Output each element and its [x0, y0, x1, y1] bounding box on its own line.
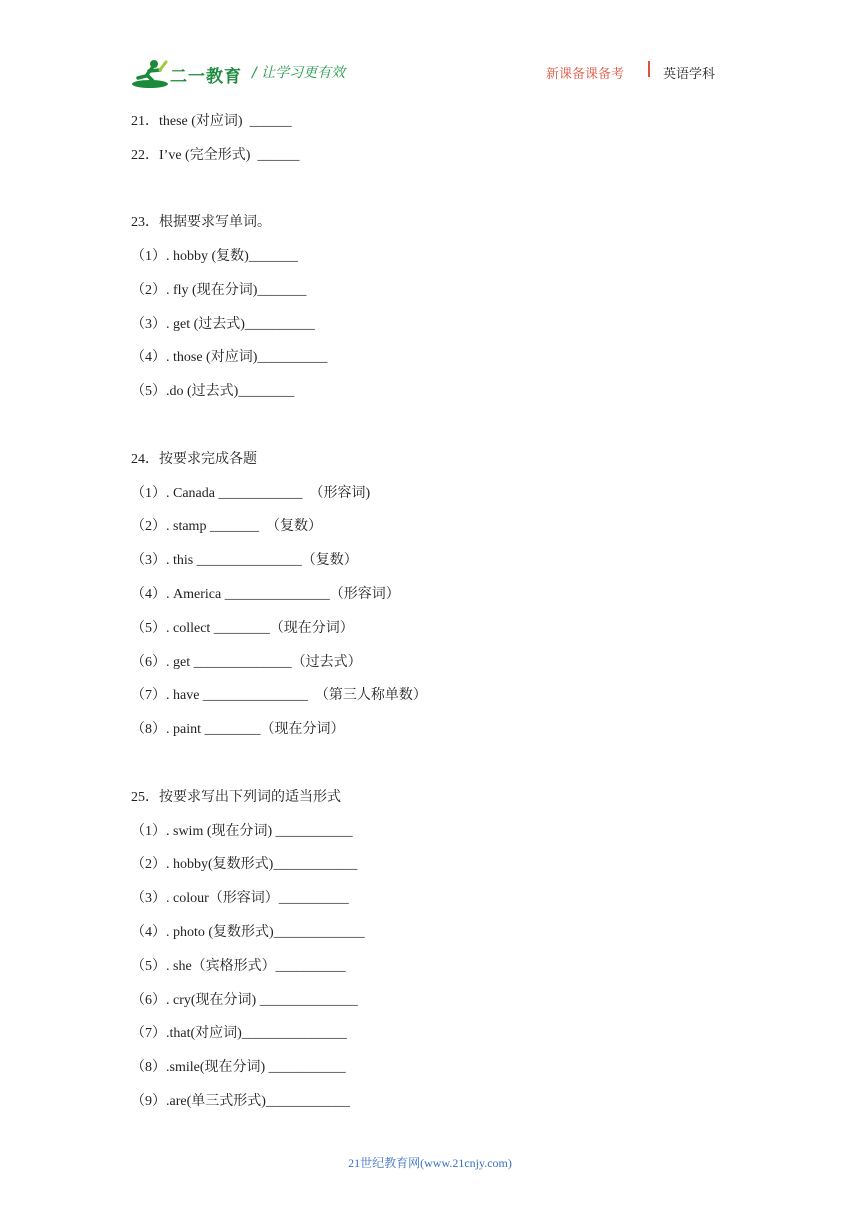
question-23-item: （3）. get (过去式)__________ — [131, 317, 315, 332]
question-25-item: （4）. photo (复数形式)_____________ — [131, 925, 365, 940]
question-24-item: （7）. have _______________ （第三人称单数） — [131, 688, 427, 703]
question-23-item: （2）. fly (现在分词)_______ — [131, 283, 307, 298]
question-25-item: （7）.that(对应词)_______________ — [131, 1026, 347, 1041]
question-24-heading: 24．按要求完成各题 — [131, 452, 257, 467]
question-25-heading: 25．按要求写出下列词的适当形式 — [131, 790, 341, 805]
logo-text: 二一教育 — [170, 67, 242, 87]
question-24-item: （2）. stamp _______ （复数） — [131, 519, 322, 534]
slogan: / 让学习更有效 — [252, 65, 346, 81]
question-23-heading: 23．根据要求写单词。 — [131, 215, 271, 230]
question-24-item: （3）. this _______________（复数） — [131, 553, 358, 568]
question-25-item: （1）. swim (现在分词) ___________ — [131, 824, 353, 839]
question-24-item: （4）. America _______________（形容词） — [131, 587, 400, 602]
question-21: 21．these (对应词) ______ — [131, 114, 292, 129]
question-24-item: （8）. paint ________（现在分词） — [131, 722, 345, 737]
page-header — [130, 52, 730, 92]
runner-logo-icon — [130, 58, 170, 90]
header-tag-course: 新课备课备考 — [546, 67, 625, 82]
question-22: 22．I’ve (完全形式) ______ — [131, 148, 300, 163]
question-24-item: （5）. collect ________（现在分词） — [131, 621, 354, 636]
question-23-item: （5）.do (过去式)________ — [131, 384, 295, 399]
question-23-item: （1）. hobby (复数)_______ — [131, 249, 298, 264]
question-23-item: （4）. those (对应词)__________ — [131, 350, 328, 365]
question-25-item: （3）. colour（形容词）__________ — [131, 891, 349, 906]
question-25-item: （2）. hobby(复数形式)____________ — [131, 857, 358, 872]
question-25-item: （8）.smile(现在分词) ___________ — [131, 1060, 346, 1075]
logo — [130, 58, 256, 90]
question-24-item: （6）. get ______________（过去式） — [131, 655, 362, 670]
question-24-item: （1）. Canada ____________ （形容词) — [131, 486, 371, 501]
question-25-item: （9）.are(单三式形式)____________ — [131, 1094, 350, 1109]
question-25-item: （5）. she（宾格形式）__________ — [131, 959, 346, 974]
question-25-item: （6）. cry(现在分词) ______________ — [131, 993, 358, 1008]
header-divider — [648, 61, 650, 77]
header-tag-subject: 英语学科 — [663, 67, 716, 82]
footer-link[interactable]: 21世纪教育网(www.21cnjy.com) — [348, 1156, 512, 1170]
